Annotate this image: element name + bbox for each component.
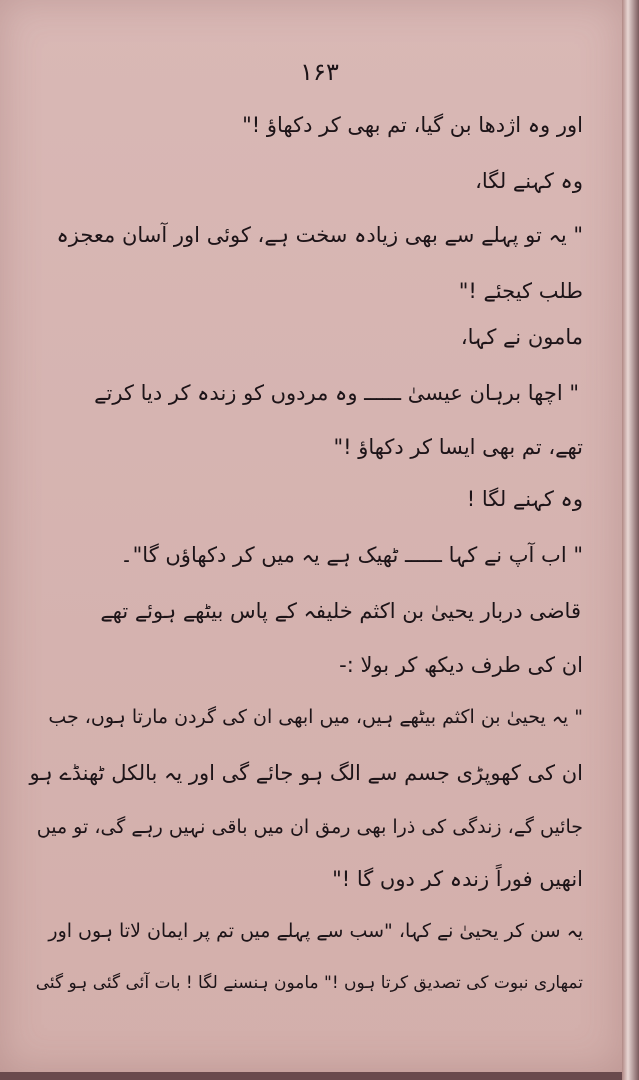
text-line: قاضی دربار یحییٰ بن اکثم خلیفہ کے پاس بیٹھے ہوئے تھے <box>100 599 581 623</box>
text-line: اور وہ اژدھا بن گیا، تم بھی کر دکھاؤ !" <box>242 113 583 137</box>
text-line: ان کی طرف دیکھ کر بولا :- <box>339 653 583 677</box>
text-line: طلب کیجئے !" <box>458 279 583 303</box>
text-line: وہ کہنے لگا، <box>475 169 583 193</box>
text-line: انھیں فوراً زندہ کر دوں گا !" <box>332 867 583 891</box>
text-line: یہ سن کر یحییٰ نے کہا، "سب سے پہلے میں تم پر ایمان لاتا ہوں اور <box>48 920 583 942</box>
text-line: وہ کہنے لگا ! <box>466 487 583 511</box>
text-line: تمھاری نبوت کی تصدیق کرتا ہوں !" مامون ہنسنے لگا ! بات آئی گئی ہو گئی <box>35 973 583 993</box>
text-line: تھے، تم بھی ایسا کر دکھاؤ !" <box>333 435 583 459</box>
text-line: ان کی کھوپڑی جسم سے الگ ہو جائے گی اور یہ بالکل ٹھنڈے ہو <box>29 761 583 785</box>
page-number: ۱۶۳ <box>300 58 339 86</box>
text-line: " یہ تو پہلے سے بھی زیادہ سخت ہے، کوئی اور آسان معجزہ <box>56 223 583 247</box>
text-line: مامون نے کہا، <box>460 325 583 349</box>
text-line: " یہ یحییٰ بن اکثم بیٹھے ہیں، میں ابھی ان کی گردن مارتا ہوں، جب <box>48 706 583 728</box>
text-line: " اچھا برہان عیسیٰ ــــــ وہ مردوں کو زندہ کر دیا کرتے <box>94 381 579 405</box>
book-spine-edge <box>622 0 639 1080</box>
text-line: " اب آپ نے کہا ــــــ ٹھیک ہے یہ میں کر دکھاؤں گا"۔ <box>120 543 583 567</box>
text-line: جائیں گے، زندگی کی ذرا بھی رمق ان میں باقی نہیں رہے گی، تو میں <box>36 816 583 838</box>
